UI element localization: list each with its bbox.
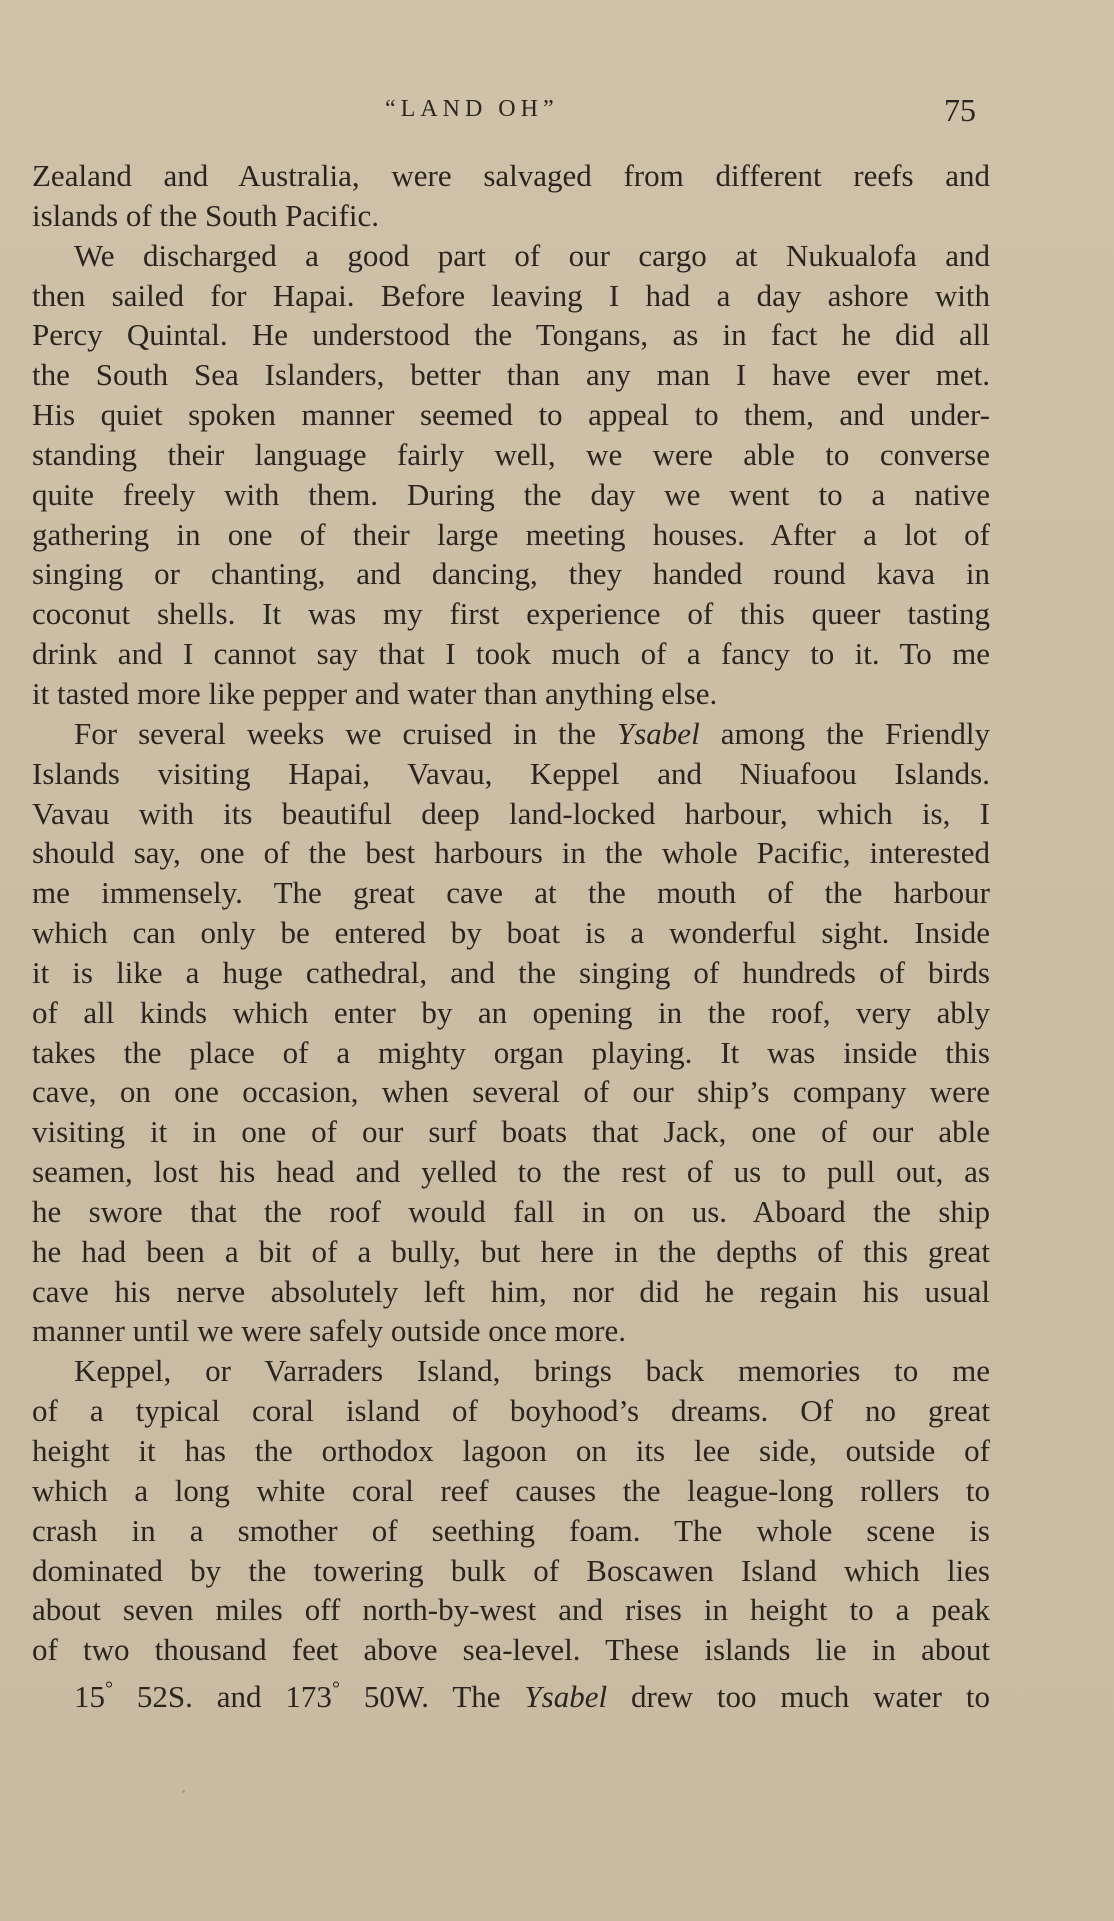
text-line — [32, 833, 990, 873]
text-line — [32, 714, 990, 754]
text-segment: the South Sea Islanders, better than any man I have ever met. — [32, 357, 990, 393]
text-segment: height it has the orthodox lagoon on its lee side, outside of — [32, 1433, 990, 1468]
text-segment: Zealand and Australia, were salvaged from different reefs and — [32, 158, 990, 193]
text-segment: visiting it in one of our surf boats that Jack, one of our able — [32, 1114, 990, 1150]
text-segment: For several weeks we cruised in the — [74, 715, 617, 751]
text-line — [32, 276, 990, 316]
text-line — [32, 1431, 990, 1471]
text-segment: 52S. and 173 — [113, 1679, 332, 1710]
text-segment: Islands visiting Hapai, Vavau, Keppel and Niuafoou Islands. — [32, 755, 990, 791]
text-segment: it tasted more like pepper and water than anything else. — [32, 675, 718, 711]
text-segment: he swore that the roof would fall in on us. Aboard the ship — [32, 1193, 990, 1229]
text-segment: about seven miles off north-by-west and rises in height to a peak — [32, 1592, 990, 1628]
text-line — [32, 196, 990, 236]
text-line — [32, 355, 990, 395]
text-line — [32, 1112, 990, 1152]
text-line — [32, 873, 990, 913]
text-line — [32, 634, 990, 674]
text-segment: drew too much water to — [607, 1679, 990, 1710]
text-line — [32, 594, 990, 634]
text-line — [32, 395, 990, 435]
text-segment: then sailed for Hapai. Before leaving I had a day ashore with — [32, 277, 990, 313]
text-line — [32, 1311, 990, 1351]
text-line — [32, 156, 990, 196]
running-head — [0, 92, 1114, 132]
text-line — [32, 475, 990, 515]
text-segment: it is like a huge cathedral, and the singing of hundreds of birds — [32, 954, 990, 990]
text-segment: Vavau with its beautiful deep land-locked harbour, which is, I — [32, 795, 990, 831]
text-segment: quite freely with them. During the day we went to a native — [32, 476, 990, 512]
text-segment: which can only be entered by boat is a wonderful sight. Inside — [32, 915, 990, 951]
text-line — [32, 236, 990, 276]
text-line — [32, 1272, 990, 1312]
text-segment: should say, one of the best harbours in the whole Pacific, interested — [32, 835, 990, 871]
text-segment: which a long white coral reef causes the league-long rollers to — [32, 1472, 990, 1508]
text-line — [32, 1630, 990, 1670]
body-text — [32, 156, 990, 1710]
text-segment: crash in a smother of seething foam. The whole scene is — [32, 1512, 990, 1548]
text-segment: We discharged a good part of our cargo at Nukualofa and — [74, 237, 990, 273]
text-segment: takes the place of a mighty organ playing. It was inside this — [32, 1034, 990, 1070]
text-segment: Keppel, or Varraders Island, brings back memories to me — [74, 1353, 990, 1389]
text-segment: of all kinds which enter by an opening in the roof, very ably — [32, 994, 990, 1030]
text-line — [32, 1351, 990, 1391]
text-line — [32, 1391, 990, 1431]
degree-symbol: ° — [331, 1678, 340, 1701]
page-number: 75 — [944, 92, 976, 128]
text-line — [32, 1511, 990, 1551]
text-segment: manner until we were safely outside once more. — [32, 1313, 626, 1349]
text-line — [32, 754, 990, 794]
text-segment: drink and I cannot say that I took much of a fancy to it. To me — [32, 636, 990, 672]
text-segment: he had been a bit of a bully, but here in the depths of this great — [32, 1233, 990, 1269]
text-segment: among the Friendly — [699, 715, 990, 751]
text-segment: His quiet spoken manner seemed to appeal to them, and under- — [32, 397, 990, 433]
text-segment: Percy Quintal. He understood the Tongans, as in fact he did all — [32, 317, 990, 353]
text-line — [32, 953, 990, 993]
running-title: “LAND OH” — [385, 96, 559, 122]
degree-symbol: ° — [105, 1678, 113, 1701]
text-line — [32, 1192, 990, 1232]
text-line — [32, 554, 990, 594]
text-segment: seamen, lost his head and yelled to the rest of us to pull out, as — [32, 1154, 990, 1190]
text-line — [32, 1471, 990, 1511]
text-segment: me immensely. The great cave at the mouth of the harbour — [32, 875, 990, 911]
text-line — [32, 913, 990, 953]
text-segment: cave his nerve absolutely left him, nor did he regain his usual — [32, 1273, 990, 1309]
text-line — [32, 515, 990, 555]
text-segment: of two thousand feet above sea-level. These islands lie in about — [32, 1632, 990, 1668]
text-line — [32, 1152, 990, 1192]
text-segment: dominated by the towering bulk of Boscawen Island which lies — [32, 1552, 990, 1588]
text-segment: 50W. The — [339, 1679, 525, 1710]
italic-ship-name: Ysabel — [524, 1679, 608, 1710]
text-line — [32, 435, 990, 475]
text-line — [32, 1033, 990, 1073]
text-segment: gathering in one of their large meeting houses. After a lot of — [32, 516, 990, 552]
text-segment: cave, on one occasion, when several of our ship’s company were — [32, 1074, 990, 1110]
paper-speck — [182, 1790, 185, 1793]
text-line — [32, 794, 990, 834]
text-segment: 15 — [74, 1679, 105, 1710]
text-segment: singing or chanting, and dancing, they handed round kava in — [32, 556, 990, 592]
text-line — [32, 315, 990, 355]
text-line — [32, 993, 990, 1033]
italic-ship-name: Ysabel — [617, 715, 700, 751]
text-line — [32, 674, 990, 714]
text-line — [32, 1551, 990, 1591]
text-line — [32, 1072, 990, 1112]
text-segment: standing their language fairly well, we were able to converse — [32, 436, 990, 472]
text-line — [32, 1590, 990, 1630]
text-line — [32, 1232, 990, 1272]
text-segment: of a typical coral island of boyhood’s dreams. Of no great — [32, 1393, 990, 1429]
text-segment: coconut shells. It was my first experience of this queer tasting — [32, 596, 990, 632]
text-segment: islands of the South Pacific. — [32, 197, 379, 233]
text-line — [32, 1670, 990, 1710]
